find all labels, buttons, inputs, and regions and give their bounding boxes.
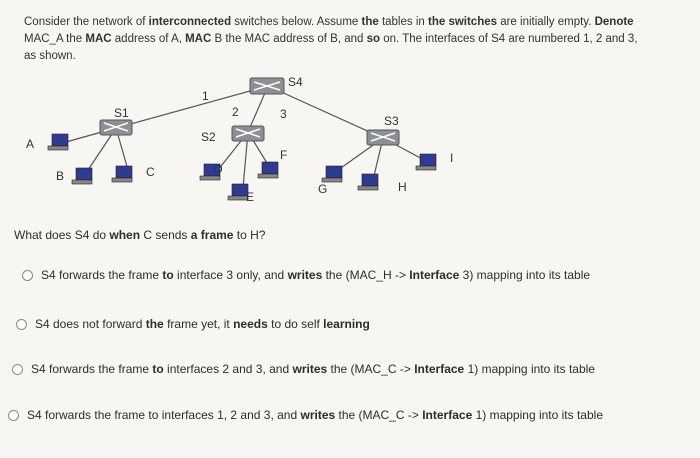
question-text	[24, 14, 684, 65]
label-interface-3: 3	[280, 107, 287, 121]
option-label	[35, 317, 370, 331]
radio-button[interactable]	[8, 410, 19, 421]
switch-s1	[100, 120, 132, 135]
network-diagram-svg	[18, 70, 468, 210]
prompt-text: What does S4 do	[14, 228, 110, 242]
opt-bold: Interface	[422, 408, 473, 422]
label-host-e: E	[246, 190, 255, 204]
prompt-bold: a frame	[190, 228, 234, 242]
q2-bold: MAC	[85, 33, 112, 45]
host-b-icon	[72, 168, 92, 184]
option-label	[41, 268, 590, 282]
switch-s3	[367, 130, 399, 145]
q1-bold: switches	[448, 16, 498, 28]
radio-button[interactable]	[16, 319, 27, 330]
opt-bold: needs	[233, 317, 268, 331]
label-host-f: F	[280, 148, 288, 162]
q2-text: address of A,	[111, 33, 186, 45]
option-label	[31, 362, 595, 376]
opt-bold: Interface	[409, 268, 460, 282]
opt-text: S4 forwards the frame	[31, 362, 153, 376]
radio-button[interactable]	[12, 364, 23, 375]
q1-bold: the	[427, 16, 446, 28]
host-a-icon	[48, 134, 68, 150]
question-line-3: as shown.	[24, 50, 76, 62]
host-i-icon	[416, 154, 436, 170]
label-s1: S1	[114, 106, 129, 120]
opt-bold: writes	[292, 362, 328, 376]
answer-option-3[interactable]	[12, 362, 595, 376]
q1-text: Consider the network of	[24, 16, 149, 28]
host-c-icon	[112, 166, 132, 182]
opt-text: S4 forwards the frame	[41, 268, 163, 282]
label-s2: S2	[201, 130, 216, 144]
answer-option-4[interactable]	[8, 408, 603, 422]
opt-text: 1) mapping into its table	[464, 362, 595, 376]
q1-text: tables in	[378, 16, 428, 28]
label-host-i: I	[450, 151, 454, 165]
opt-text: the (MAC_C ->	[335, 408, 423, 422]
label-interface-2: 2	[232, 105, 239, 119]
label-host-d: D	[214, 162, 223, 176]
label-s4: S4	[288, 75, 303, 89]
opt-text: interface 3 only, and	[173, 268, 288, 282]
opt-text: the (MAC_H ->	[322, 268, 410, 282]
prompt-text: to H?	[233, 228, 266, 242]
host-e-icon	[228, 184, 248, 200]
question-prompt	[14, 228, 265, 242]
switch-s2	[232, 126, 264, 141]
radio-button[interactable]	[22, 270, 33, 281]
opt-text: the (MAC_C ->	[327, 362, 415, 376]
label-host-c: C	[146, 165, 155, 179]
label-host-g: G	[318, 182, 328, 196]
opt-bold: to	[162, 268, 174, 282]
host-h-icon	[358, 174, 378, 190]
label-s3: S3	[384, 114, 399, 128]
host-g-icon	[322, 166, 342, 182]
prompt-text: C sends	[140, 228, 191, 242]
opt-bold: to	[152, 362, 164, 376]
answer-option-2[interactable]	[16, 317, 370, 331]
opt-bold: writes	[287, 268, 323, 282]
q1-bold: the	[361, 16, 379, 28]
label-host-b: B	[56, 169, 65, 183]
q2-bold: so	[366, 33, 381, 45]
opt-text: 1) mapping into its table	[472, 408, 603, 422]
opt-text: S4 does not forward	[35, 317, 146, 331]
question-line-2	[24, 31, 684, 48]
question-line-1	[24, 14, 684, 31]
opt-bold: Interface	[414, 362, 465, 376]
label-host-a: A	[26, 137, 35, 151]
switch-s4	[250, 78, 284, 94]
network-diagram	[18, 70, 468, 210]
q1-text: are initially empty.	[497, 16, 595, 28]
q1-bold: interconnected	[148, 16, 232, 28]
opt-bold: the	[145, 317, 164, 331]
q1-text: switches below. Assume	[231, 16, 362, 28]
opt-bold: writes	[300, 408, 336, 422]
q2-text: MAC_A the	[24, 33, 86, 45]
answer-option-1[interactable]	[22, 268, 590, 282]
opt-text: S4 forwards the frame to interfaces 1, 2 and 3, and	[27, 408, 301, 422]
label-interface-1: 1	[202, 89, 209, 103]
opt-text: to do self	[267, 317, 324, 331]
opt-text: frame yet, it	[163, 317, 234, 331]
label-host-h: H	[398, 180, 407, 194]
opt-bold: learning	[323, 317, 370, 331]
q2-text: on. The interfaces of S4 are numbered 1, 2 and 3,	[380, 33, 638, 45]
q2-text: B the MAC address of B, and	[211, 33, 367, 45]
opt-text: interfaces 2 and 3, and	[163, 362, 293, 376]
opt-text: 3) mapping into its table	[459, 268, 591, 282]
option-label	[27, 408, 603, 422]
prompt-bold: when	[109, 228, 141, 242]
q1-bold: Denote	[594, 16, 634, 28]
q2-bold: MAC	[185, 33, 212, 45]
host-f-icon	[258, 162, 278, 178]
